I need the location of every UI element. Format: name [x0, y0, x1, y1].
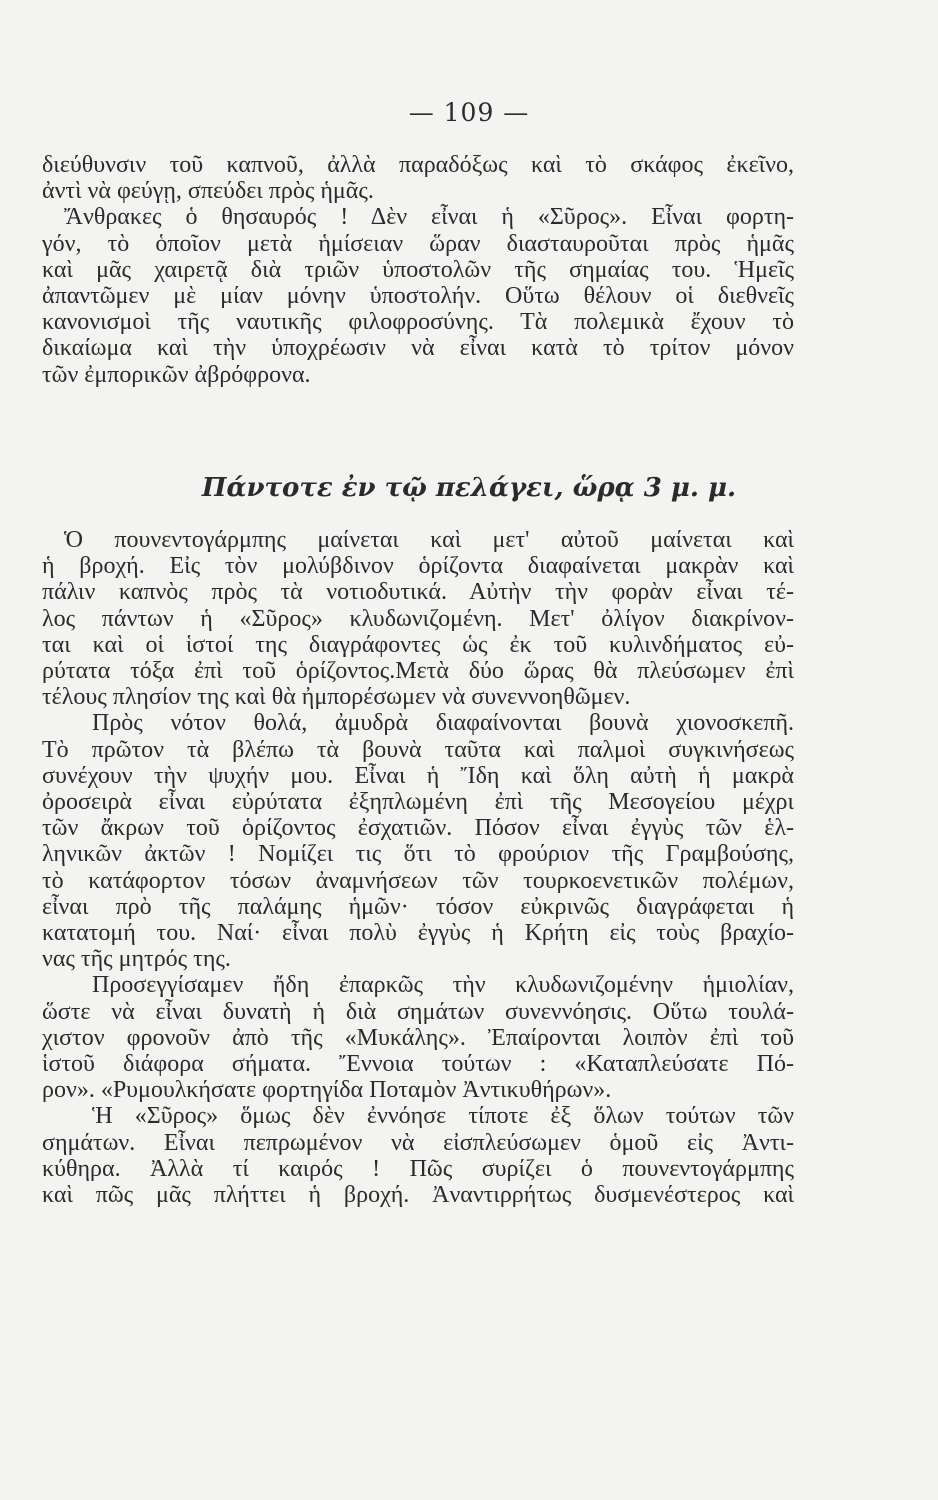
- text-line: ἀντὶ νὰ φεύγῃ, σπεύδει πρὸς ἡμᾶς.: [42, 178, 374, 205]
- text-line: Προσεγγίσαμεν ἤδη ἐπαρκῶς τὴν κλυδωνιζομένην ἡμιολίαν,: [92, 972, 794, 999]
- text-line: κανονισμοὶ τῆς ναυτικῆς φιλοφροσύνης. Τὰ πολεμικὰ ἔχουν τὸ: [42, 309, 794, 336]
- text-line: δικαίωμα καὶ τὴν ὑποχρέωσιν νὰ εἶναι κατὰ τὸ τρίτον μόνον: [42, 335, 794, 362]
- paragraph-block-2: [42, 527, 794, 1208]
- text-line: σημάτων. Εἶναι πεπρωμένον νὰ εἰσπλεύσωμεν ὁμοῦ εἰς Ἀντι-: [42, 1129, 794, 1156]
- text-line: ἱστοῦ διάφορα σήματα. Ἔννοια τούτων : «Καταπλεύσατε Πό-: [42, 1051, 794, 1078]
- text-line: ὥστε νὰ εἶναι δυνατὴ ἡ διὰ σημάτων συνεννόησις. Οὕτω τουλά-: [42, 998, 794, 1025]
- text-line: καὶ πῶς μᾶς πλήττει ἡ βροχή. Ἀναντιρρήτως δυσμενέστερος καὶ: [42, 1182, 794, 1209]
- text-line: Ὁ πουνεντογάρμπης μαίνεται καὶ μετ' αὐτοῦ μαίνεται καὶ: [64, 527, 794, 553]
- text-line: νας τῆς μητρός της.: [42, 946, 231, 973]
- text-line: ἀπαντῶμεν μὲ μίαν μόνην ὑποστολήν. Οὕτω θέλουν οἱ διεθνεῖς: [42, 283, 794, 310]
- text-line: λος πάντων ἡ «Σῦρος» κλυδωνιζομένη. Μετ' ὀλίγον διακρίνον-: [42, 605, 794, 632]
- text-line: ρύτατα τόξα ἐπὶ τοῦ ὁρίζοντος.Μετὰ δύο ὥρας θὰ πλεύσωμεν ἐπὶ: [42, 658, 794, 685]
- text-line: τέλους πλησίον της καὶ θὰ ἠμπορέσωμεν νὰ συνεννοηθῶμεν.: [42, 684, 631, 711]
- text-line: διεύθυνσιν τοῦ καπνοῦ, ἀλλὰ παραδόξως καὶ τὸ σκάφος ἐκεῖνο,: [42, 152, 794, 178]
- page-number: — 109 —: [408, 98, 530, 127]
- text-line: εἶναι πρὸ τῆς παλάμης ἡμῶν· τόσον εὐκρινῶς διαγράφεται ἡ: [42, 893, 794, 920]
- text-line: Πρὸς νότον θολά, ἀμυδρὰ διαφαίνονται βουνὰ χιονοσκεπῆ.: [92, 710, 794, 737]
- text-line: τῶν ἄκρων τοῦ ὁρίζοντος ἐσχατιῶν. Πόσον εἶναι ἐγγὺς τῶν ἑλ-: [42, 815, 794, 842]
- text-line: συνέχουν τὴν ψυχήν μου. Εἶναι ἡ Ἴδη καὶ ὅλη αὐτὴ ἡ μακρὰ: [42, 762, 794, 789]
- text-line: ἡ βροχή. Εἰς τὸν μολύβδινον ὁρίζοντα διαφαίνεται μακρὰν καὶ: [42, 553, 794, 580]
- text-line: Τὸ πρῶτον τὰ βλέπω τὰ βουνὰ ταῦτα καὶ παλμοὶ συγκινήσεως: [42, 736, 794, 763]
- text-line: κατατομή του. Ναί· εἶναι πολὺ ἐγγὺς ἡ Κρήτη εἰς τοὺς βραχίο-: [42, 920, 794, 947]
- text-line: χιστον φρονοῦν ἀπὸ τῆς «Μυκάλης». Ἐπαίρονται λοιπὸν ἐπὶ τοῦ: [42, 1024, 794, 1051]
- text-line: ρον». «Ρυμουλκήσατε φορτηγίδα Ποταμὸν Ἀντικυθήρων».: [42, 1077, 612, 1104]
- paragraph-block-1: [42, 152, 794, 388]
- text-line: ται καὶ οἱ ἱστοί της διαγράφοντες ὡς ἐκ τοῦ κυλινδήματος εὐ-: [42, 631, 794, 658]
- text-line: ληνικῶν ἀκτῶν ! Νομίζει τις ὅτι τὸ φρούριον τῆς Γραμβούσης,: [42, 841, 794, 868]
- text-line: ὀροσειρὰ εἶναι εὐρύτατα ἐξηπλωμένη ἐπὶ τῆς Μεσογείου μέχρι: [42, 789, 794, 816]
- text-line: καὶ μᾶς χαιρετᾷ διὰ τριῶν ὑποστολῶν τῆς σημαίας του. Ἡμεῖς: [42, 256, 794, 283]
- text-line: γόν, τὸ ὁποῖον μετὰ ἡμίσειαν ὥραν διασταυροῦται πρὸς ἡμᾶς: [42, 230, 794, 257]
- section-heading: Πάντοτε ἐν τῷ πελάγει, ὥρᾳ 3 μ. μ.: [201, 473, 737, 503]
- text-line: πάλιν καπνὸς πρὸς τὰ νοτιοδυτικά. Αὐτὴν τὴν φορὰν εἶναι τέ-: [42, 579, 794, 606]
- text-line: Ἄνθρακες ὁ θησαυρός ! Δὲν εἶναι ἡ «Σῦρος». Εἶναι φορτη-: [64, 204, 794, 231]
- text-line: κύθηρα. Ἀλλὰ τί καιρός ! Πῶς συρίζει ὁ πουνεντογάρμπης: [42, 1155, 794, 1182]
- text-line: Ἡ «Σῦρος» ὅμως δὲν ἐννόησε τίποτε ἐξ ὅλων τούτων τῶν: [92, 1103, 794, 1130]
- text-line: τὸ κατάφορτον τόσων ἀναμνήσεων τῶν τουρκοενετικῶν πολέμων,: [42, 867, 794, 894]
- text-line: τῶν ἐμπορικῶν ἀβρόφρονα.: [42, 361, 311, 388]
